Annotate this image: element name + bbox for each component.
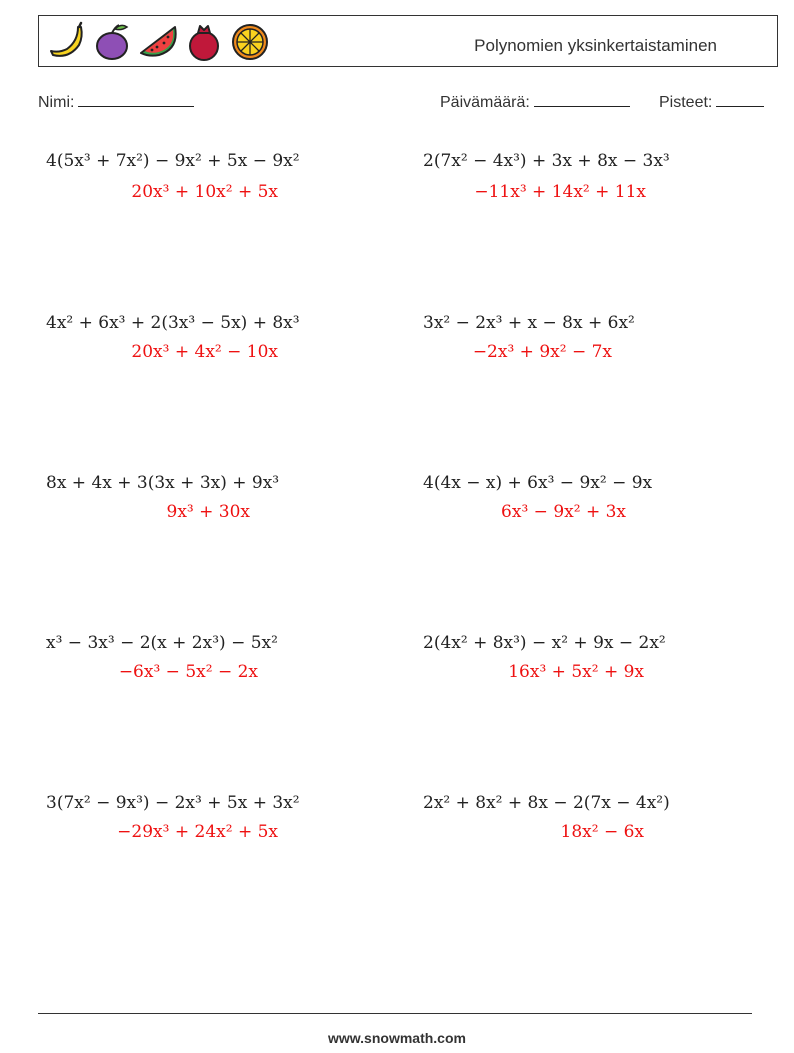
problem-5-question: 8x + 4x + 3(3x + 3x) + 9x³: [46, 473, 280, 493]
problem-2-question: 2(7x² − 4x³) + 3x + 8x − 3x³: [423, 151, 670, 171]
problem-9-answer: −29x³ + 24x² + 5x: [117, 822, 278, 842]
name-line[interactable]: [78, 92, 194, 107]
problem-6-answer: 6x³ − 9x² + 3x: [501, 502, 626, 522]
problem-2-answer: −11x³ + 14x² + 11x: [474, 182, 646, 202]
footer-divider: [38, 1013, 752, 1014]
worksheet-header: [38, 15, 778, 67]
problem-9-question: 3(7x² − 9x³) − 2x³ + 5x + 3x²: [46, 793, 300, 813]
fruit-row: [45, 19, 271, 63]
problem-1-answer: 20x³ + 10x² + 5x: [131, 182, 278, 202]
date-line[interactable]: [534, 92, 630, 107]
problem-4-answer: −2x³ + 9x² − 7x: [472, 342, 612, 362]
date-field: [440, 92, 630, 112]
pomegranate-icon: [183, 19, 225, 63]
name-label: Nimi:: [38, 94, 75, 111]
problem-6-question: 4(4x − x) + 6x³ − 9x² − 9x: [423, 473, 653, 493]
problem-3-question: 4x² + 6x³ + 2(3x³ − 5x) + 8x³: [46, 313, 300, 333]
score-field: [659, 92, 764, 112]
problem-8-answer: 16x³ + 5x² + 9x: [508, 662, 644, 682]
problem-1-question: 4(5x³ + 7x²) − 9x² + 5x − 9x²: [46, 151, 300, 171]
score-line[interactable]: [716, 92, 764, 107]
problem-7-answer: −6x³ − 5x² − 2x: [118, 662, 258, 682]
problem-7-question: x³ − 3x³ − 2(x + 2x³) − 5x²: [46, 633, 278, 653]
worksheet-title: Polynomien yksinkertaistaminen: [474, 36, 717, 55]
banana-icon: [45, 19, 87, 63]
score-label: Pisteet:: [659, 94, 713, 111]
plum-icon: [91, 19, 133, 63]
problem-8-question: 2(4x² + 8x³) − x² + 9x − 2x²: [423, 633, 666, 653]
footer-url[interactable]: www.snowmath.com: [328, 1030, 466, 1046]
problem-4-question: 3x² − 2x³ + x − 8x + 6x²: [423, 313, 635, 333]
problem-10-question: 2x² + 8x² + 8x − 2(7x − 4x²): [423, 793, 670, 813]
orange-icon: [229, 19, 271, 63]
date-label: Päivämäärä:: [440, 94, 530, 111]
problem-5-answer: 9x³ + 30x: [166, 502, 250, 522]
problem-3-answer: 20x³ + 4x² − 10x: [131, 342, 278, 362]
watermelon-icon: [137, 19, 179, 63]
problem-10-answer: 18x² − 6x: [560, 822, 644, 842]
name-field: [38, 92, 194, 112]
